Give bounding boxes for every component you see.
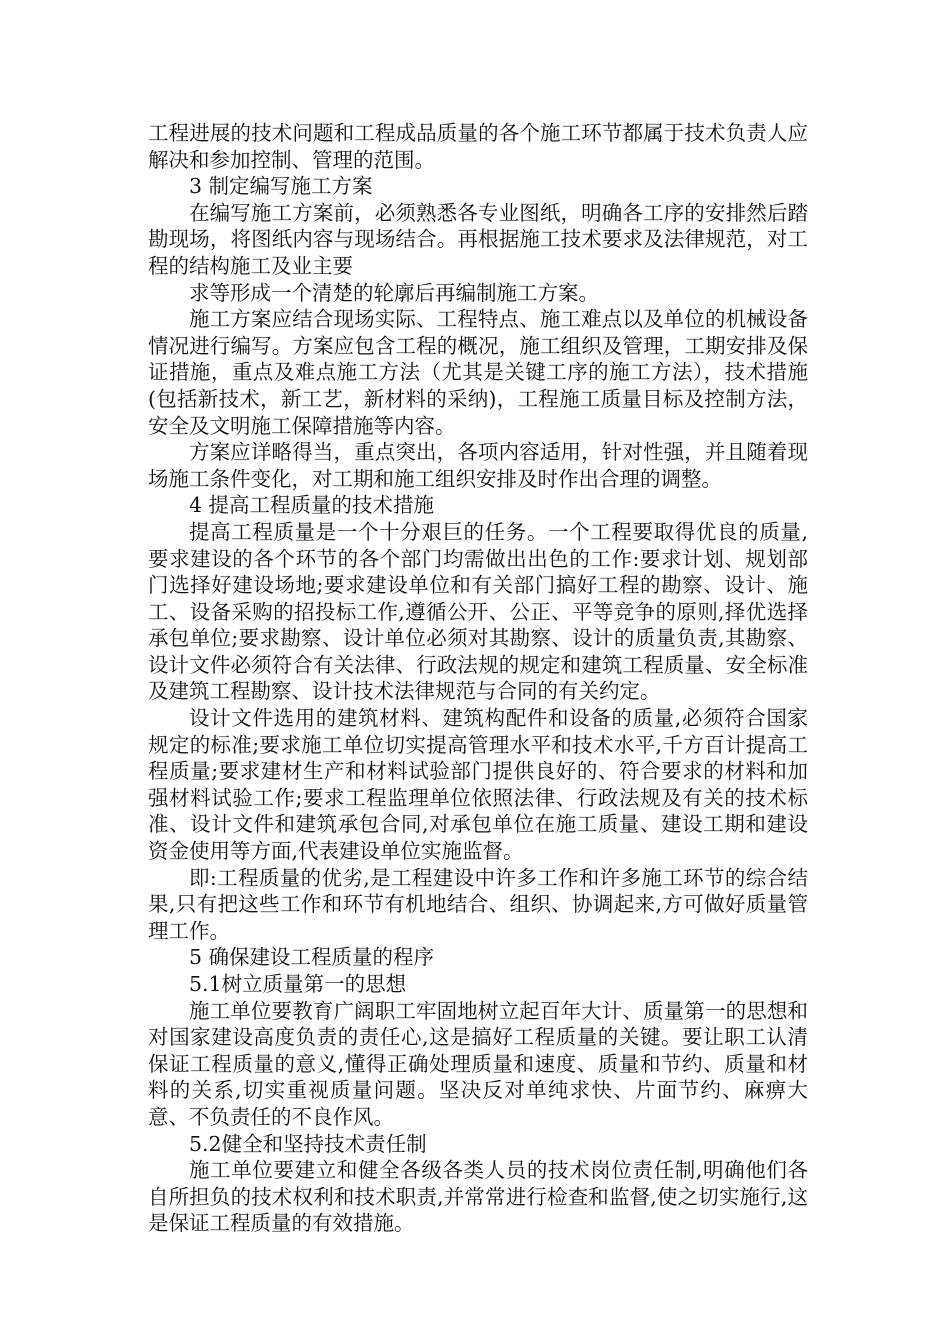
document-page bbox=[148, 120, 808, 1237]
paragraph: 方案应详略得当，重点突出，各项内容适用，针对性强，并且随着现场施工条件变化，对工期和施工组织安排及时作出合理的调整。 bbox=[148, 440, 808, 491]
section-heading-5: 5 确保建设工程质量的程序 bbox=[189, 945, 435, 970]
section-heading-3: 3 制定编写施工方案 bbox=[189, 174, 373, 199]
paragraph: 在编写施工方案前，必须熟悉各专业图纸，明确各工序的安排然后踏勘现场，将图纸内容与现场结合。再根据施工技术要求及法律规范，对工程的结构施工及业主要 bbox=[148, 200, 808, 278]
paragraph: 求等形成一个清楚的轮廓后再编制施工方案。 bbox=[189, 280, 599, 305]
subsection-heading-5-1: 5.1树立质量第一的思想 bbox=[189, 972, 407, 996]
paragraph: 施工单位要教育广阔职工牢固地树立起百年大计、质量第一的思想和对国家建设高度负责的责任心,这是搞好工程质量的关键。要让职工认清保证工程质量的意义,懂得正确处理质量和速度、质量和节约、质量和材料的关系,切实重视质量问题。坚决反对单纯求快、片面节约、麻痹大意、不负责任的不良作风。 bbox=[148, 998, 808, 1129]
paragraph: 施工单位要建立和健全各级各类人员的技术岗位责任制,明确他们各自所担负的技术权利和技术职责,并常常进行检查和监督,使之切实施行,这是保证工程质量的有效措施。 bbox=[148, 1158, 808, 1236]
paragraph: 设计文件选用的建筑材料、建筑构配件和设备的质量,必须符合国家规定的标准;要求施工单位切实提高管理水平和技术水平,千方百计提高工程质量;要求建材生产和材料试验部门提供良好的、符合要求的材料和加强材料试验工作;要求工程监理单位依照法律、行政法规及有关的技术标准、设计文件和建筑承包合同,对承包单位在施工质量、建设工期和建设资金使用等方面,代表建设单位实施监督。 bbox=[148, 706, 808, 864]
section-heading-4: 4 提高工程质量的技术措施 bbox=[189, 493, 435, 518]
paragraph: 施工方案应结合现场实际、工程特点、施工难点以及单位的机械设备情况进行编写。方案应包含工程的概况，施工组织及管理，工期安排及保证措施，重点及难点施工方法（尤其是关键工序的施工方法），技术措施(包括新技术，新工艺，新材料的采纳)，工程施工质量目标及控制方法，安全及文明施工保障措施等内容。 bbox=[148, 307, 808, 438]
subsection-heading-5-2: 5.2健全和坚持技术责任制 bbox=[189, 1131, 427, 1156]
paragraph: 提高工程质量是一个十分艰巨的任务。一个工程要取得优良的质量,要求建设的各个环节的各个部门均需做出出色的工作:要求计划、规划部门选择好建设场地;要求建设单位和有关部门搞好工程的勘察、设计、施工、设备采购的招投标工作,遵循公开、公正、平等竞争的原则,择优选择承包单位;要求勘察、设计单位必须对其勘察、设计的质量负责,其勘察、设计文件必须符合有关法律、行政法规的规定和建筑工程质量、安全标准及建筑工程勘察、设计技术法律规范与合同的有关约定。 bbox=[148, 519, 808, 704]
paragraph-continuation: 工程进展的技术问题和工程成品质量的各个施工环节都属于技术负责人应解决和参加控制、管理的范围。 bbox=[148, 121, 808, 172]
paragraph: 即:工程质量的优劣,是工程建设中许多工作和许多施工环节的综合结果,只有把这些工作和环节有机地结合、组织、协调起来,方可做好质量管理工作。 bbox=[148, 865, 808, 943]
